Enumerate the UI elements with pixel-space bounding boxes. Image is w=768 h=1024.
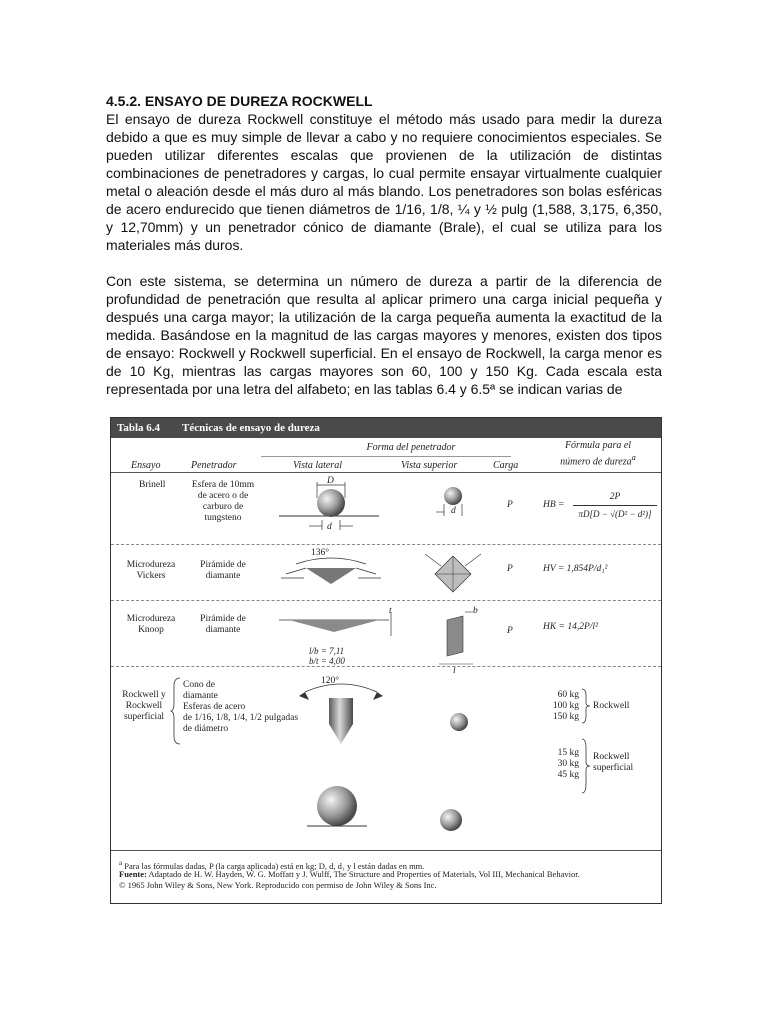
vickers-top-view bbox=[423, 550, 483, 600]
superficial-label-l2: superficial bbox=[593, 763, 634, 773]
rockwell-penetrador-l1: Cono de bbox=[183, 680, 215, 690]
brinell-label-D: D bbox=[327, 476, 334, 486]
knoop-side-view bbox=[279, 606, 399, 646]
knoop-ratio-1: l/b = 7,11 bbox=[309, 646, 345, 656]
vickers-ensayo-l2: Vickers bbox=[136, 571, 166, 581]
rockwell-ensayo bbox=[113, 690, 175, 723]
brinell-penetrador-l2: de acero o de bbox=[197, 491, 249, 501]
document-body bbox=[106, 92, 662, 398]
brinell-ball-side bbox=[317, 489, 345, 517]
rockwell-ensayo-l3: superficial bbox=[123, 712, 165, 722]
rockwell-angle: 120° bbox=[321, 676, 340, 686]
header-formula-1: Fórmula para el bbox=[564, 440, 632, 451]
load-45kg: 45 kg bbox=[557, 770, 579, 780]
brinell-fraction-bar bbox=[573, 505, 657, 506]
rockwell-penetrador-l5: de diámetro bbox=[183, 724, 229, 734]
knoop-label-t: t bbox=[389, 606, 392, 616]
table-caption bbox=[111, 418, 661, 438]
hardness-table-figure bbox=[110, 417, 662, 904]
row-divider-1 bbox=[111, 544, 661, 545]
header-formula-2: número de dureza$^a$ bbox=[560, 453, 636, 468]
brinell-penetrador bbox=[177, 480, 269, 524]
brinell-top-view bbox=[431, 484, 481, 524]
rockwell-ball-side bbox=[307, 780, 367, 840]
header-ensayo: Ensayo bbox=[131, 460, 161, 471]
rockwell-ball-top-2 bbox=[437, 806, 467, 836]
knoop-ratio-2: b/t = 4,00 bbox=[309, 656, 345, 666]
rockwell-ball-top-1 bbox=[445, 708, 475, 738]
rockwell-penetrador bbox=[183, 680, 298, 735]
header-vista-superior: Vista superior bbox=[401, 460, 458, 471]
rockwell-left-brace bbox=[171, 676, 181, 746]
brinell-label-d: d bbox=[327, 522, 332, 532]
load-15kg: 15 kg bbox=[557, 748, 579, 758]
knoop-penetrador bbox=[181, 614, 265, 636]
load-30kg: 30 kg bbox=[557, 759, 579, 769]
rockwell-penetrador-l3: Esferas de acero bbox=[183, 702, 246, 712]
knoop-pyramid-side bbox=[289, 620, 379, 632]
vickers-ensayo-l1: Microdureza bbox=[126, 560, 176, 570]
brinell-penetrador-l1: Esfera de 10mm bbox=[191, 480, 255, 490]
table-source: Fuente: Adaptado de H. W. Hayden, W. G. Moffatt y J. Wulff, The Structure and Properties of Materials, Vol III, Mechanical Behavior. bbox=[119, 869, 580, 879]
paragraph-1: El ensayo de dureza Rockwell constituye el método más usado para medir la dureza debido a que es muy simple de llevar a cabo y no requiere conocimientos especiales. Se pueden utilizar diferentes escalas que provienen de la utilización de distintas combinaciones de penetradores y cargas, lo cual permite ensayar virtualmente cualquier metal o aleación desde el más duro al más blando. Los penetradores son bolas esféricas de acero endurecido que tienen diámetros de 1/16, 1/8, ¼ y ½ pulg (1,588, 3,175, 6,350, y 12,70mm) y un penetrador cónico de diamante (Brale), el cual se utiliza para los materiales más duros. bbox=[106, 111, 662, 253]
knoop-ensayo-l2: Knoop bbox=[138, 625, 164, 635]
brinell-penetrador-l3: carburo de bbox=[202, 502, 244, 512]
superficial-loads bbox=[535, 748, 579, 781]
header-forma: Forma del penetrador bbox=[366, 442, 456, 453]
knoop-label-b: b bbox=[473, 606, 478, 616]
header-bottom-rule bbox=[111, 472, 661, 473]
brinell-ensayo: Brinell bbox=[139, 480, 166, 490]
row-divider-2 bbox=[111, 600, 661, 601]
vickers-penetrador-l1: Pirámide de bbox=[200, 560, 246, 570]
knoop-label-l: l bbox=[453, 666, 456, 676]
vickers-angle: 136° bbox=[311, 548, 330, 558]
brinell-label-d-top: d bbox=[451, 506, 456, 516]
header-group-rule bbox=[261, 456, 511, 457]
knoop-carga: P bbox=[507, 626, 513, 636]
header-vista-lateral: Vista lateral bbox=[293, 460, 342, 471]
rockwell-ensayo-l2: Rockwell bbox=[125, 701, 163, 711]
table-number: Tabla 6.4 bbox=[117, 422, 161, 434]
header-carga: Carga bbox=[493, 460, 519, 471]
superficial-label-l1: Rockwell bbox=[593, 752, 630, 762]
brinell-formula-lhs: HB = bbox=[543, 500, 565, 510]
table-footnote: $^a$ Para las fórmulas dadas, P (la carga aplicada) está en kg; D, d, d₁ y l están dadas en mm. bbox=[119, 859, 425, 871]
row-divider-3 bbox=[111, 666, 661, 667]
brinell-ball-top bbox=[444, 487, 462, 505]
rockwell-penetrador-l4: de 1/16, 1/8, 1/4, 1/2 pulgadas bbox=[183, 713, 299, 723]
load-60kg: 60 kg bbox=[557, 690, 579, 700]
knoop-ensayo bbox=[113, 614, 189, 636]
knoop-penetrador-l2: diamante bbox=[205, 625, 241, 635]
vickers-penetrador-l2: diamante bbox=[205, 571, 241, 581]
brinell-penetrador-l4: tungsteno bbox=[204, 513, 242, 523]
rockwell-cone-tip bbox=[329, 724, 353, 744]
vickers-carga: P bbox=[507, 564, 513, 574]
vickers-formula: HV = 1,854P/d₁² bbox=[543, 564, 608, 574]
load-100kg: 100 kg bbox=[552, 701, 579, 711]
rockwell-cone-side bbox=[291, 682, 391, 762]
superficial-label bbox=[593, 752, 633, 774]
rockwell-right-brace bbox=[581, 688, 591, 724]
knoop-formula: HK = 14,2P/l² bbox=[543, 622, 598, 632]
rockwell-penetrador-l2: diamante bbox=[183, 691, 218, 701]
knoop-top-view bbox=[429, 608, 489, 678]
superficial-right-brace bbox=[581, 738, 591, 794]
brinell-formula-den: πD[D − √(D² − d²)] bbox=[578, 509, 652, 519]
rockwell-label: Rockwell bbox=[593, 701, 630, 711]
rockwell-cone-body bbox=[329, 698, 353, 724]
header-penetrador: Penetrador bbox=[191, 460, 237, 471]
vickers-ensayo bbox=[113, 560, 189, 582]
section-title: 4.5.2. ENSAYO DE DUREZA ROCKWELL bbox=[106, 93, 373, 109]
load-150kg: 150 kg bbox=[552, 712, 579, 722]
table-title: Técnicas de ensayo de dureza bbox=[182, 422, 320, 434]
knoop-ensayo-l1: Microdureza bbox=[126, 614, 176, 624]
knoop-penetrador-l1: Pirámide de bbox=[200, 614, 246, 624]
brinell-formula-num: 2P bbox=[609, 492, 621, 502]
paragraph-2: Con este sistema, se determina un número de dureza a partir de la diferencia de profundidad de penetración que resulta al aplicar primero una carga inicial pequeña y después una carga mayor; la utilización de la carga pequeña aumenta la exactitud de la medida. Basándose en la magnitud de las cargas mayores y menores, existen dos tipos de ensayo: Rockwell y Rockwell superficial. En el ensayo de Rockwell, la carga menor es de 10 Kg, mientras las cargas mayores son 60, 100 y 150 Kg. Cada escala esta representada por una letra del alfabeto; en las tablas 6.4 y 6.5ª se indican varias de bbox=[106, 273, 662, 397]
vickers-pyramid-side bbox=[306, 568, 356, 584]
table-copyright: © 1965 John Wiley & Sons, New York. Reproducido con permiso de John Wiley & Sons Inc. bbox=[119, 880, 437, 890]
table-bottom-rule bbox=[111, 850, 661, 851]
vickers-penetrador bbox=[181, 560, 265, 582]
brinell-carga: P bbox=[507, 500, 513, 510]
rockwell-loads bbox=[535, 690, 579, 723]
vickers-side-view bbox=[276, 554, 386, 594]
knoop-pyramid-top bbox=[447, 616, 463, 656]
rockwell-ensayo-l1: Rockwell y bbox=[122, 690, 166, 700]
